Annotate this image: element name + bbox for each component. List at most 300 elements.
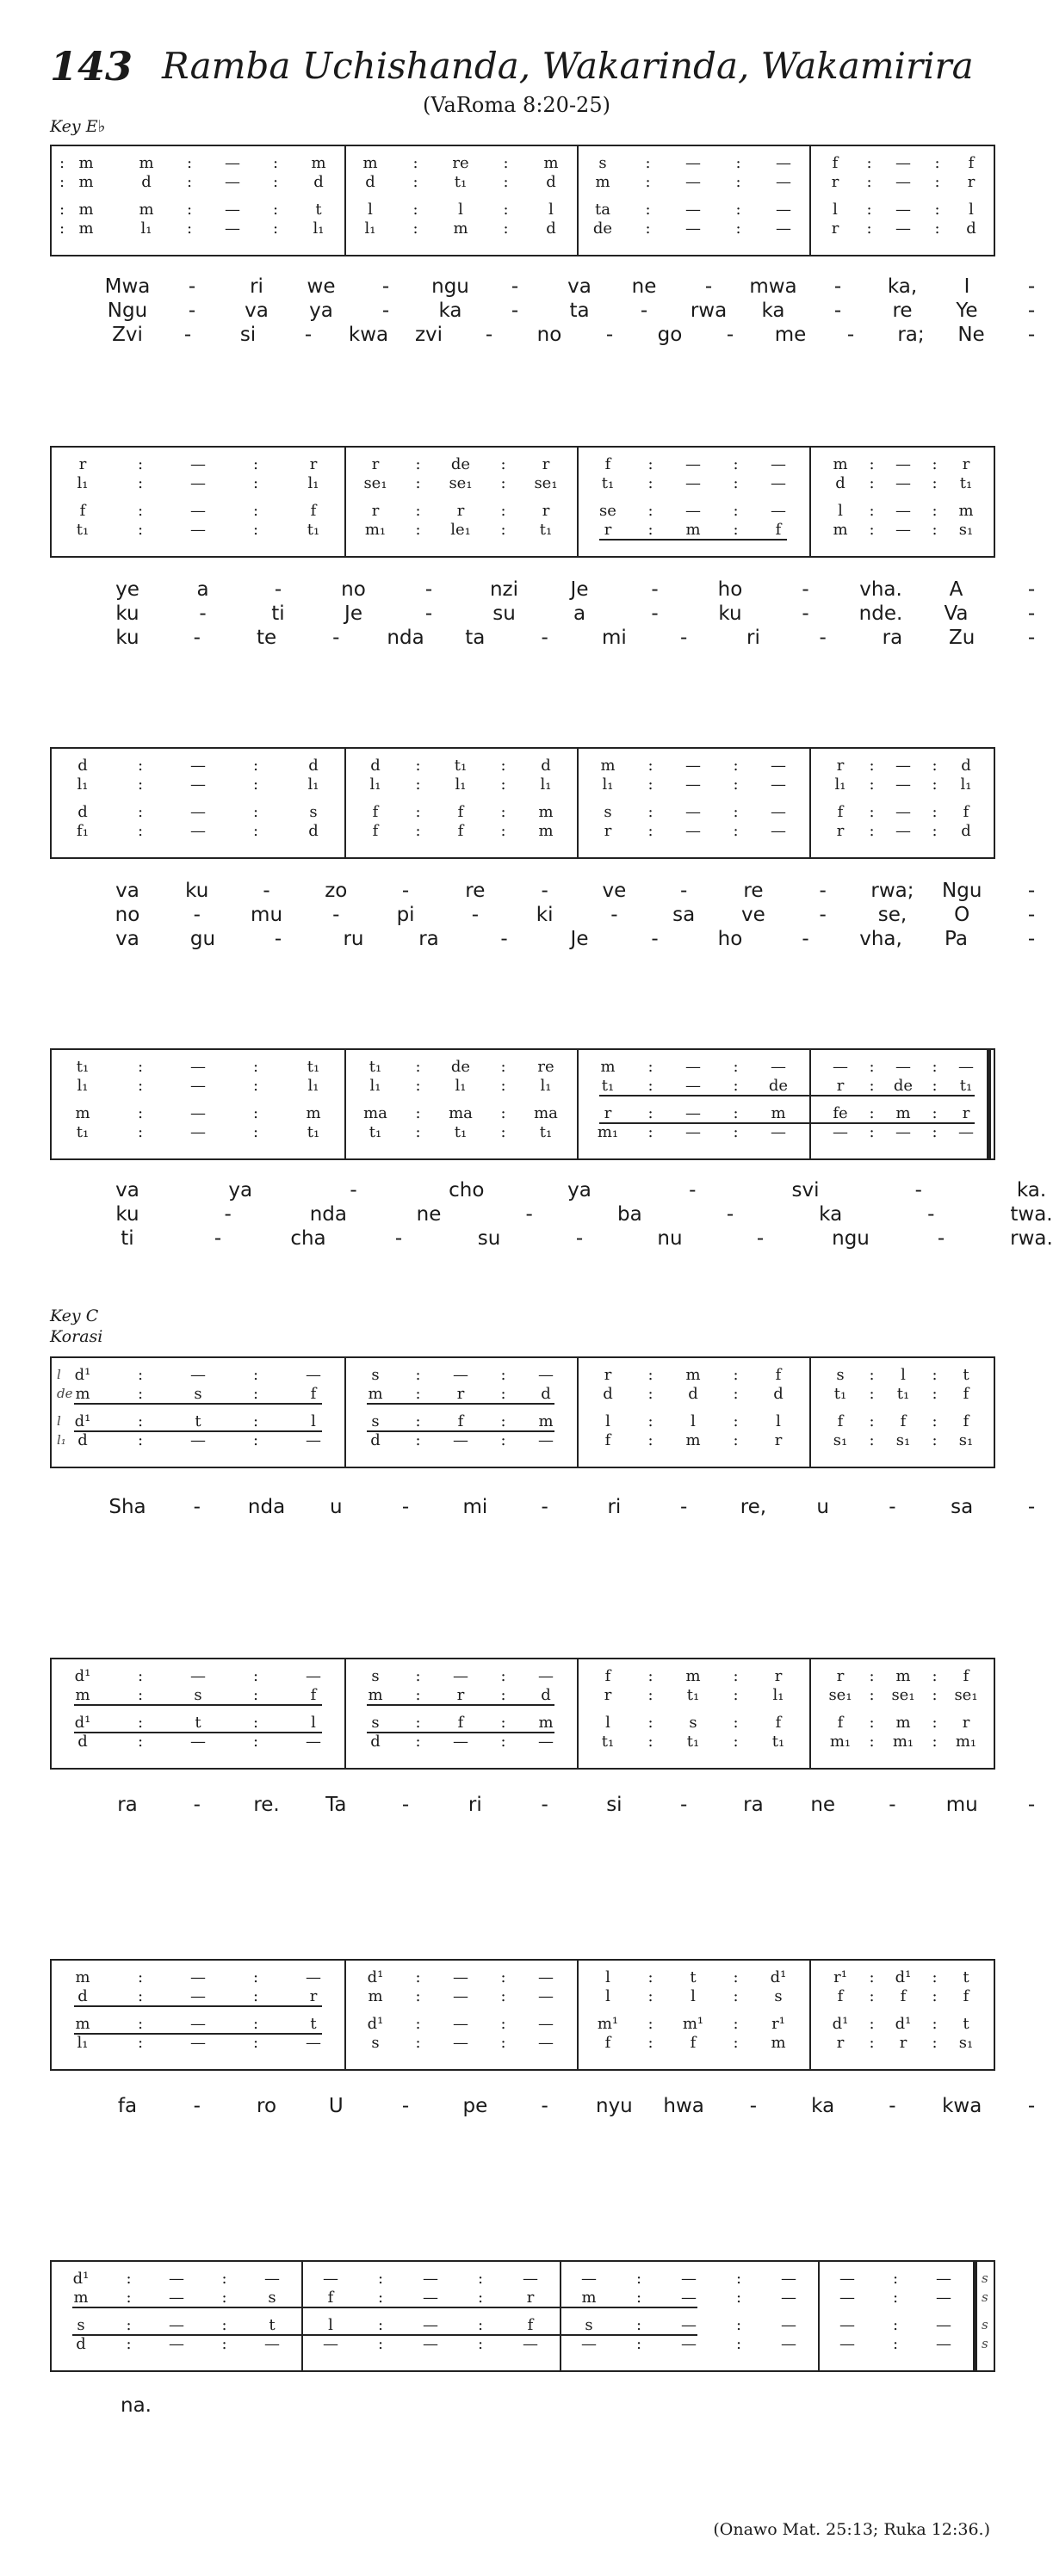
lyric-syllable: - xyxy=(689,1179,697,1202)
note-token: : xyxy=(645,173,651,191)
lyric-syllable: - xyxy=(846,324,855,346)
note-token: f xyxy=(963,1412,969,1430)
note-token: f xyxy=(604,1667,611,1685)
lyric-syllable: - xyxy=(679,1794,688,1816)
note-token: : xyxy=(377,2270,384,2288)
lyric-syllable: se, xyxy=(877,904,907,926)
note-token: : xyxy=(647,521,653,539)
note-token: : xyxy=(137,2015,144,2033)
note-token: f₁ xyxy=(77,822,89,840)
note-token: — xyxy=(958,1058,974,1076)
lyric-syllable: ngu xyxy=(431,275,469,298)
note-token: — xyxy=(453,1366,468,1384)
note-token: : xyxy=(500,1431,506,1449)
tie-underline xyxy=(599,1122,975,1124)
note-token: m xyxy=(895,1667,911,1685)
note-token: : xyxy=(647,1431,653,1449)
note-token: r¹ xyxy=(833,1968,847,1986)
lyric-syllable: ri xyxy=(468,1794,482,1816)
barline xyxy=(344,1961,346,2069)
lyric-syllable: nyu xyxy=(595,2095,633,2117)
note-token: t xyxy=(963,1366,969,1384)
note-token: : xyxy=(137,502,144,520)
barline xyxy=(344,1358,346,1467)
lyric-syllable: - xyxy=(819,880,827,902)
score-system-7 xyxy=(50,1959,995,2071)
lyric-syllable: ve xyxy=(741,904,765,926)
note-token: r xyxy=(456,1385,465,1403)
note-token: : xyxy=(272,173,279,191)
note-token: l xyxy=(691,1987,696,2005)
note-token: : xyxy=(932,757,938,775)
note-token: l₁ xyxy=(77,1077,89,1095)
note-token: — xyxy=(685,1058,701,1076)
note-token: s xyxy=(194,1385,202,1403)
note-token: — xyxy=(958,1123,974,1141)
lyric-syllable: ho xyxy=(717,578,743,601)
note-token: : xyxy=(733,1686,739,1704)
note-token: — xyxy=(453,1987,468,2005)
note-token: se xyxy=(599,502,616,520)
note-token: d xyxy=(313,173,324,191)
note-token: l xyxy=(458,201,463,219)
lyric-syllable: ra xyxy=(117,1794,138,1816)
note-token: l xyxy=(328,2316,333,2334)
lyric-syllable: - xyxy=(304,324,313,346)
note-token: : xyxy=(415,775,421,794)
note-token: : xyxy=(934,154,940,172)
note-token: t₁ xyxy=(369,1058,382,1076)
note-token: — xyxy=(225,173,240,191)
note-token: l xyxy=(311,1412,316,1430)
note-token: : xyxy=(377,2316,384,2334)
lyric-syllable: - xyxy=(199,602,207,625)
note-token: m xyxy=(581,2289,597,2307)
note-token: : xyxy=(869,803,875,821)
end-mark: s xyxy=(982,2289,988,2305)
note-token: : xyxy=(252,1714,259,1732)
note-token: : xyxy=(415,1123,421,1141)
note-token: f xyxy=(963,1987,969,2005)
note-token: m xyxy=(538,822,554,840)
note-token: m xyxy=(362,154,378,172)
lyric-syllable: hwa xyxy=(663,2095,704,2117)
note-token: d¹ xyxy=(72,2270,90,2288)
note-token: — xyxy=(895,502,911,520)
note-token: : xyxy=(272,201,279,219)
note-token: f xyxy=(527,2316,534,2334)
note-token: : xyxy=(866,219,872,238)
note-token: : xyxy=(932,1987,938,2005)
note-token: : xyxy=(932,1714,938,1732)
tie-underline xyxy=(74,1403,322,1405)
note-token: l₁ xyxy=(140,219,152,238)
note-token: l₁ xyxy=(540,1077,552,1095)
note-token: d xyxy=(76,2335,86,2353)
note-token: l₁ xyxy=(772,1686,784,1704)
note-token: : xyxy=(186,219,193,238)
note-token: : xyxy=(412,154,418,172)
note-token: m xyxy=(895,1714,911,1732)
lyric-syllable: ra xyxy=(743,1794,764,1816)
note-token: : xyxy=(869,1667,875,1685)
note-token: : xyxy=(412,173,418,191)
tie-underline xyxy=(367,1704,554,1706)
lyric-syllable: - xyxy=(1027,627,1036,649)
note-token: d xyxy=(370,757,381,775)
note-token: : xyxy=(733,2015,739,2033)
note-token: — xyxy=(895,521,911,539)
lyric-syllable: kwa xyxy=(942,2095,982,2117)
note-token: r xyxy=(836,757,845,775)
lyric-syllable: I xyxy=(963,275,970,298)
note-token: f xyxy=(372,803,379,821)
note-token: r xyxy=(604,521,612,539)
note-token: t xyxy=(195,1714,201,1732)
note-token: — xyxy=(190,521,206,539)
note-token: : xyxy=(647,1104,653,1122)
note-token: f xyxy=(372,822,379,840)
lyric-syllable: va xyxy=(115,1179,139,1202)
note-token: : xyxy=(733,1366,739,1384)
note-token: : xyxy=(869,1431,875,1449)
note-token: : xyxy=(252,474,259,492)
note-token: s xyxy=(604,803,612,821)
note-token: f xyxy=(457,822,464,840)
note-token: t₁ xyxy=(454,757,468,775)
note-token: t₁ xyxy=(539,521,553,539)
lyric-syllable: - xyxy=(511,275,519,298)
note-token: : xyxy=(733,803,739,821)
note-token: d¹ xyxy=(367,2015,384,2033)
note-token: : xyxy=(733,2034,739,2052)
note-token: — xyxy=(225,154,240,172)
lyric-syllable: si xyxy=(239,324,257,346)
note-token: l₁ xyxy=(834,775,846,794)
barline xyxy=(809,1659,811,1768)
note-token: — xyxy=(685,803,701,821)
lyric-syllable: su xyxy=(492,602,516,625)
note-token: : xyxy=(645,154,651,172)
note-token: d xyxy=(541,1385,551,1403)
note-token: : xyxy=(272,154,279,172)
note-token: d xyxy=(961,822,971,840)
note-token: — xyxy=(190,1667,206,1685)
end-mark: s xyxy=(982,2270,988,2286)
note-token: — xyxy=(453,1431,468,1449)
note-token: : xyxy=(733,1104,739,1122)
lyric-syllable: ya xyxy=(567,1179,592,1202)
note-token: m xyxy=(311,154,326,172)
note-token: : xyxy=(415,1385,421,1403)
lyric-syllable: nu xyxy=(657,1227,683,1250)
note-token: : xyxy=(500,757,506,775)
note-token: ma xyxy=(534,1104,558,1122)
note-token: — xyxy=(685,502,701,520)
note-token: se₁ xyxy=(449,474,473,492)
note-token: : xyxy=(137,1123,144,1141)
note-token: l₁ xyxy=(369,775,381,794)
note-token: d xyxy=(370,1733,381,1751)
note-token: f xyxy=(457,1412,464,1430)
lyric-syllable: ri xyxy=(746,627,760,649)
note-token: : xyxy=(377,2289,384,2307)
note-token: : xyxy=(500,455,506,473)
note-token: : xyxy=(137,775,144,794)
note-token: — xyxy=(771,455,786,473)
note-token: : xyxy=(647,1123,653,1141)
note-token: d xyxy=(77,803,88,821)
note-token: t₁ xyxy=(601,1077,615,1095)
note-token: t₁ xyxy=(833,1385,847,1403)
tie-underline xyxy=(74,2005,322,2007)
note-token: : xyxy=(647,1667,653,1685)
note-token: : xyxy=(252,1733,259,1751)
note-token: : xyxy=(500,775,506,794)
lyric-syllable: ya xyxy=(228,1179,253,1202)
lyric-syllable: Sha xyxy=(108,1496,146,1518)
note-token: : xyxy=(645,219,651,238)
lyric-syllable: - xyxy=(889,2095,896,2117)
note-token: r xyxy=(542,502,550,520)
note-token: — xyxy=(523,2335,538,2353)
note-token: : xyxy=(932,1058,938,1076)
note-token: : xyxy=(735,173,741,191)
note-token: : xyxy=(137,1714,144,1732)
note-token: r xyxy=(962,1714,970,1732)
note-token: f xyxy=(604,2034,611,2052)
note-token: — xyxy=(190,1733,206,1751)
note-token: : xyxy=(869,1987,875,2005)
lyric-syllable: - xyxy=(679,880,688,902)
lyric-syllable: si xyxy=(606,1794,623,1816)
note-token: t₁ xyxy=(454,1123,468,1141)
note-token: : xyxy=(415,757,421,775)
note-token: — xyxy=(681,2335,697,2353)
note-token: : xyxy=(733,1431,739,1449)
note-token: — xyxy=(685,1104,701,1122)
note-token: : xyxy=(252,455,259,473)
note-token: : xyxy=(869,775,875,794)
note-token: s xyxy=(268,2289,276,2307)
lyric-syllable: cho xyxy=(449,1179,485,1202)
barline xyxy=(344,1659,346,1768)
note-token: t₁ xyxy=(959,1077,973,1095)
note-token: : xyxy=(647,1987,653,2005)
note-token: : xyxy=(869,757,875,775)
note-token: : xyxy=(733,1968,739,1986)
lyric-syllable: ta xyxy=(465,627,486,649)
lyric-syllable: - xyxy=(679,627,688,649)
note-token: t₁ xyxy=(959,474,973,492)
lyric-syllable: - xyxy=(1027,275,1036,298)
note-token: s xyxy=(309,803,318,821)
note-token: se₁ xyxy=(534,474,558,492)
note-token: : xyxy=(137,1733,144,1751)
note-token: : xyxy=(252,1968,259,1986)
note-token: : xyxy=(647,1385,653,1403)
note-token: l xyxy=(776,1412,781,1430)
note-token: — xyxy=(936,2335,951,2353)
note-token: — xyxy=(190,502,206,520)
note-token: : xyxy=(500,1714,506,1732)
note-token: : xyxy=(415,1366,421,1384)
note-token: l xyxy=(605,1987,610,2005)
note-token: r xyxy=(831,173,839,191)
note-token: : xyxy=(932,1077,938,1095)
score-system-1 xyxy=(50,145,995,256)
score-system-3 xyxy=(50,747,995,859)
note-token: — xyxy=(895,219,911,238)
note-token: — xyxy=(190,1123,206,1141)
note-token: : xyxy=(647,1366,653,1384)
note-token: : xyxy=(733,474,739,492)
note-token: — xyxy=(771,502,786,520)
note-token: : xyxy=(377,2335,384,2353)
note-token: : xyxy=(635,2316,642,2334)
hymn-header xyxy=(50,38,997,98)
note-token: — xyxy=(685,455,701,473)
note-token: : xyxy=(477,2335,484,2353)
note-token: — xyxy=(225,201,240,219)
note-token: l xyxy=(838,502,843,520)
note-token: : xyxy=(500,2034,506,2052)
note-token: — xyxy=(225,219,240,238)
lyric-syllable: ki xyxy=(536,904,554,926)
note-token: — xyxy=(581,2270,597,2288)
lyric-syllable: fa xyxy=(117,2095,138,2117)
note-token: f xyxy=(310,1385,317,1403)
lyric-syllable: - xyxy=(401,1794,410,1816)
lyric-syllable: - xyxy=(802,928,809,950)
lyric-syllable: - xyxy=(525,1203,533,1226)
note-token: : xyxy=(932,1123,938,1141)
lyric-syllable: - xyxy=(424,602,433,625)
lyric-syllable: ku xyxy=(115,1203,139,1226)
lyric-syllable: - xyxy=(1027,2095,1036,2117)
end-mark: s xyxy=(982,2317,988,2332)
lyric-syllable: - xyxy=(833,300,842,322)
note-token: — xyxy=(771,775,786,794)
note-token: — xyxy=(190,1431,206,1449)
note-token: : xyxy=(934,219,940,238)
lyric-syllable: rwa. xyxy=(1010,1227,1053,1250)
lyric-syllable: ne xyxy=(631,275,657,298)
lyric-syllable: - xyxy=(640,300,648,322)
hymn-title: Ramba Uchishanda, Wakarinda, Wakamirira xyxy=(162,45,974,87)
note-token: t₁ xyxy=(454,173,468,191)
note-token: — xyxy=(771,757,786,775)
note-token: ta xyxy=(595,201,610,219)
lyric-syllable: - xyxy=(541,1794,548,1816)
note-token: t₁ xyxy=(539,1123,553,1141)
note-token: : xyxy=(503,154,509,172)
lyric-syllable: - xyxy=(188,300,196,322)
note-token: : xyxy=(221,2316,227,2334)
note-token: — xyxy=(169,2289,184,2307)
note-token: : xyxy=(500,474,506,492)
note-token: l₁ xyxy=(960,775,972,794)
note-token: m¹ xyxy=(682,2015,704,2033)
note-token: d xyxy=(77,1987,88,2005)
note-token: m xyxy=(78,219,94,238)
barline xyxy=(577,1659,579,1768)
note-token: f xyxy=(837,803,844,821)
note-token: : xyxy=(932,803,938,821)
note-token: : xyxy=(415,1987,421,2005)
note-token: d xyxy=(546,219,556,238)
tie-underline xyxy=(599,539,787,541)
lyric-syllable: ka xyxy=(819,1203,843,1226)
lyric-syllable: ka, xyxy=(887,275,918,298)
lyric-syllable: - xyxy=(485,324,493,346)
note-token: : xyxy=(869,1714,875,1732)
key-signature-chorus: Key C xyxy=(50,1307,99,1325)
note-token: de xyxy=(450,455,471,473)
lyric-syllable: A xyxy=(949,578,963,601)
note-token: — xyxy=(685,775,701,794)
note-token: m xyxy=(538,1714,554,1732)
note-token: : xyxy=(735,2316,742,2334)
note-token: : xyxy=(735,2270,742,2288)
note-token: : xyxy=(500,822,506,840)
lyric-syllable: ka xyxy=(761,300,785,322)
note-token: — xyxy=(190,1058,206,1076)
note-token: : xyxy=(647,474,653,492)
tie-underline xyxy=(74,1704,322,1706)
note-token: : xyxy=(647,822,653,840)
note-token: f xyxy=(79,502,86,520)
note-token: : xyxy=(415,1686,421,1704)
lyric-syllable: ta xyxy=(569,300,590,322)
note-token: : xyxy=(186,173,193,191)
note-token: m₁ xyxy=(829,1733,852,1751)
lyric-syllable: - xyxy=(1027,324,1036,346)
note-token: : xyxy=(500,1123,506,1141)
note-token: d¹ xyxy=(832,2015,849,2033)
note-token: d xyxy=(961,757,971,775)
note-token: : xyxy=(137,1431,144,1449)
note-token: : xyxy=(415,521,421,539)
lyric-syllable: ka xyxy=(811,2095,835,2117)
note-token: : xyxy=(869,474,875,492)
barline xyxy=(577,1358,579,1467)
note-token: s xyxy=(689,1714,697,1732)
lyric-syllable: - xyxy=(749,2095,758,2117)
note-token: d xyxy=(308,822,319,840)
lyric-syllable: - xyxy=(937,1227,945,1250)
note-token: l₁ xyxy=(369,1077,381,1095)
note-token: m xyxy=(78,154,94,172)
note-token: — xyxy=(306,1366,321,1384)
note-token: l₁ xyxy=(307,474,319,492)
note-token: le₁ xyxy=(450,521,471,539)
lyric-syllable: u xyxy=(330,1496,343,1518)
note-token: — xyxy=(833,1058,848,1076)
lyric-syllable: ku xyxy=(115,602,139,625)
lyric-syllable: ri xyxy=(607,1496,622,1518)
note-token: : xyxy=(252,1058,259,1076)
note-token: t₁ xyxy=(307,521,320,539)
note-token: m¹ xyxy=(597,2015,619,2033)
note-token: d¹ xyxy=(74,1366,91,1384)
lyric-syllable: ne xyxy=(810,1794,836,1816)
note-token: l xyxy=(969,201,974,219)
note-token: : xyxy=(932,1385,938,1403)
note-token: t₁ xyxy=(601,474,615,492)
note-token: t₁ xyxy=(307,1123,320,1141)
note-token: l xyxy=(901,1366,906,1384)
